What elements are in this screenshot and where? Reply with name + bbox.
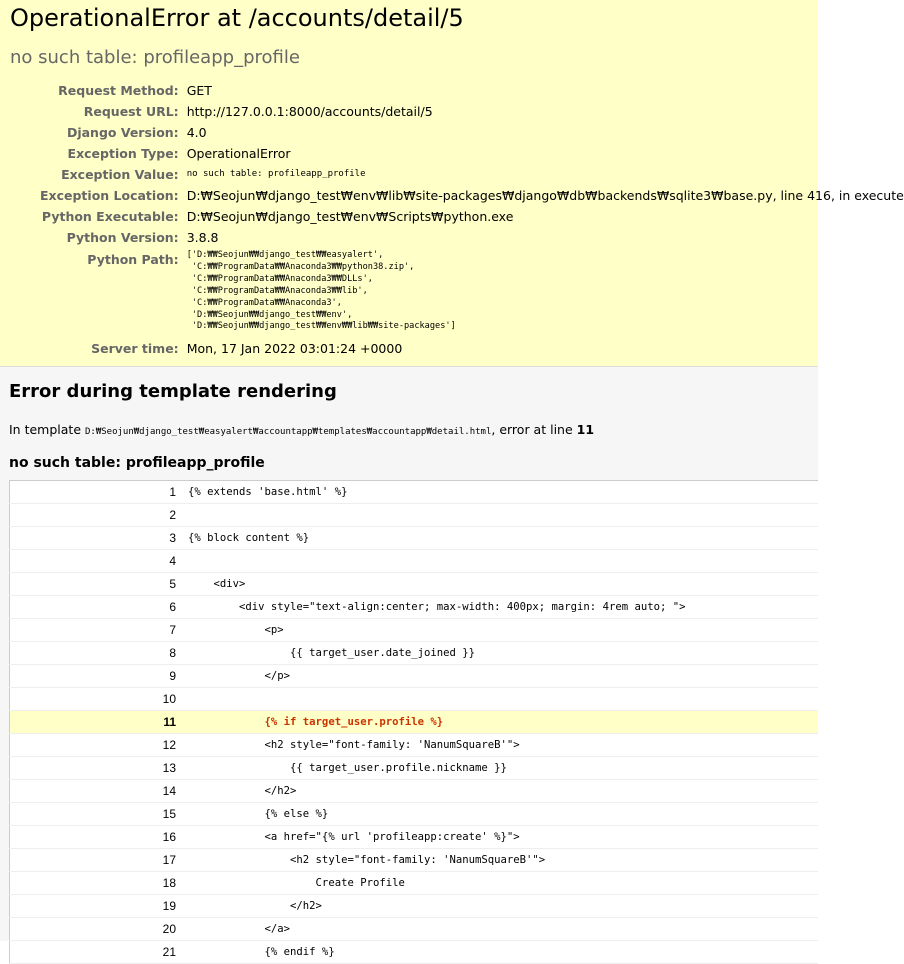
meta-row <box>40 185 904 206</box>
meta-row <box>40 143 904 164</box>
line-code: {% block content %} <box>184 527 818 550</box>
error-summary <box>0 0 904 367</box>
source-line <box>10 665 819 688</box>
source-line <box>10 941 819 964</box>
meta-label: Exception Location: <box>40 188 179 203</box>
meta-row <box>40 122 904 143</box>
source-line <box>10 619 819 642</box>
intro-prefix: In template <box>9 422 85 437</box>
line-code: {{ target_user.profile.nickname }} <box>184 757 818 780</box>
exception-message: no such table: profileapp_profile <box>10 47 300 68</box>
line-code: </h2> <box>184 895 818 918</box>
source-line <box>10 895 819 918</box>
line-code: <a href="{% url 'profileapp:create' %}"> <box>184 826 818 849</box>
line-code: </p> <box>184 665 818 688</box>
source-line <box>10 573 819 596</box>
meta-row <box>40 80 904 101</box>
python-path-entry: 'C:₩₩ProgramData₩₩Anaconda3₩₩python38.zip', <box>186 261 415 272</box>
source-line <box>10 734 819 757</box>
meta-row <box>40 206 904 227</box>
meta-label: Django Version: <box>66 125 179 140</box>
line-number: 20 <box>10 918 185 941</box>
line-number: 3 <box>10 527 185 550</box>
line-code: <div> <box>184 573 818 596</box>
template-error-heading: Error during template rendering <box>9 381 337 402</box>
source-line <box>10 826 819 849</box>
line-code: <div style="text-align:center; max-width: 400px; margin: 4rem auto; "> <box>184 596 818 619</box>
line-code <box>184 550 818 573</box>
meta-row <box>40 227 904 248</box>
meta-label: Python Path: <box>87 252 179 267</box>
line-number: 12 <box>10 734 185 757</box>
meta-label: Python Executable: <box>41 209 179 224</box>
template-path: D:₩Seojun₩django_test₩easyalert₩accountapp₩templates₩accountapp₩detail.html <box>84 427 492 437</box>
python-path-entry: 'C:₩₩ProgramData₩₩Anaconda3₩₩DLLs', <box>186 273 373 284</box>
meta-value: D:₩Seojun₩django_test₩env₩lib₩site-packages₩django₩db₩backends₩sqlite3₩base.py, line 416, in execute <box>186 188 904 203</box>
source-line <box>10 803 819 826</box>
page-title: OperationalError at /accounts/detail/5 <box>10 4 464 32</box>
line-code <box>184 688 818 711</box>
line-number: 10 <box>10 688 185 711</box>
line-number: 6 <box>10 596 185 619</box>
line-number: 8 <box>10 642 185 665</box>
meta-value: 3.8.8 <box>186 230 219 245</box>
line-code: {% else %} <box>184 803 818 826</box>
meta-value: GET <box>186 83 212 98</box>
line-code: </a> <box>184 918 818 941</box>
line-code: {% endif %} <box>184 941 818 964</box>
line-code: <h2 style="font-family: 'NanumSquareB'"> <box>184 734 818 757</box>
source-line <box>10 481 819 504</box>
line-number: 18 <box>10 872 185 895</box>
python-path-entry: 'D:₩₩Seojun₩₩django_test₩₩env₩₩lib₩₩site-packages'] <box>186 321 456 332</box>
line-number: 2 <box>10 504 185 527</box>
python-path-value <box>187 248 904 338</box>
line-number: 15 <box>10 803 185 826</box>
line-number: 16 <box>10 826 185 849</box>
line-code: <p> <box>184 619 818 642</box>
meta-row <box>40 101 904 122</box>
template-error-intro <box>9 422 594 437</box>
line-number: 13 <box>10 757 185 780</box>
line-code: <h2 style="font-family: 'NanumSquareB'"> <box>184 849 818 872</box>
line-number: 4 <box>10 550 185 573</box>
source-line <box>10 849 819 872</box>
meta-value: OperationalError <box>186 146 291 161</box>
meta-row <box>40 164 904 185</box>
line-number: 19 <box>10 895 185 918</box>
template-source-table <box>9 480 818 964</box>
meta-value: D:₩Seojun₩django_test₩env₩Scripts₩python.exe <box>186 209 514 224</box>
python-path-entry: ['D:₩₩Seojun₩₩django_test₩₩easyalert', <box>186 250 384 260</box>
line-code: {% if target_user.profile %} <box>184 711 818 734</box>
line-number: 5 <box>10 573 185 596</box>
request-meta-table <box>40 80 904 359</box>
source-line <box>10 688 819 711</box>
source-line <box>10 642 819 665</box>
line-code: {% extends 'base.html' %} <box>184 481 818 504</box>
meta-row-python-path <box>40 248 904 338</box>
meta-label: Request Method: <box>58 83 179 98</box>
line-number: 17 <box>10 849 185 872</box>
source-line-error <box>10 711 819 734</box>
line-code: {{ target_user.date_joined }} <box>184 642 818 665</box>
line-number: 21 <box>10 941 185 964</box>
meta-value: http://127.0.0.1:8000/accounts/detail/5 <box>186 104 433 119</box>
line-number: 11 <box>10 711 185 734</box>
meta-value: 4.0 <box>186 125 207 140</box>
source-line <box>10 596 819 619</box>
meta-row <box>40 338 904 359</box>
line-code <box>184 504 818 527</box>
meta-label: Request URL: <box>83 104 179 119</box>
line-number: 1 <box>10 481 185 504</box>
line-code: </h2> <box>184 780 818 803</box>
source-line <box>10 504 819 527</box>
line-number: 7 <box>10 619 185 642</box>
intro-middle: , error at line <box>491 422 577 437</box>
source-line <box>10 918 819 941</box>
source-line <box>10 527 819 550</box>
python-path-entry: 'C:₩₩ProgramData₩₩Anaconda3', <box>186 297 342 308</box>
error-line-number: 11 <box>576 422 595 437</box>
python-path-entry: 'C:₩₩ProgramData₩₩Anaconda3₩₩lib', <box>186 285 368 296</box>
line-code: Create Profile <box>184 872 818 895</box>
meta-label: Server time: <box>91 341 179 357</box>
source-line <box>10 872 819 895</box>
server-time-value: Mon, 17 Jan 2022 03:01:24 +0000 <box>186 341 403 357</box>
line-number: 14 <box>10 780 185 803</box>
meta-label: Exception Type: <box>67 146 179 161</box>
source-line <box>10 780 819 803</box>
meta-label: Python Version: <box>66 230 179 245</box>
meta-label: Exception Value: <box>61 167 179 182</box>
meta-value: no such table: profileapp_profile <box>186 169 366 179</box>
template-error-message: no such table: profileapp_profile <box>9 455 265 471</box>
source-line <box>10 757 819 780</box>
template-error-section <box>0 367 818 959</box>
python-path-entry: 'D:₩₩Seojun₩₩django_test₩₩env', <box>186 309 353 320</box>
line-number: 9 <box>10 665 185 688</box>
source-line <box>10 550 819 573</box>
